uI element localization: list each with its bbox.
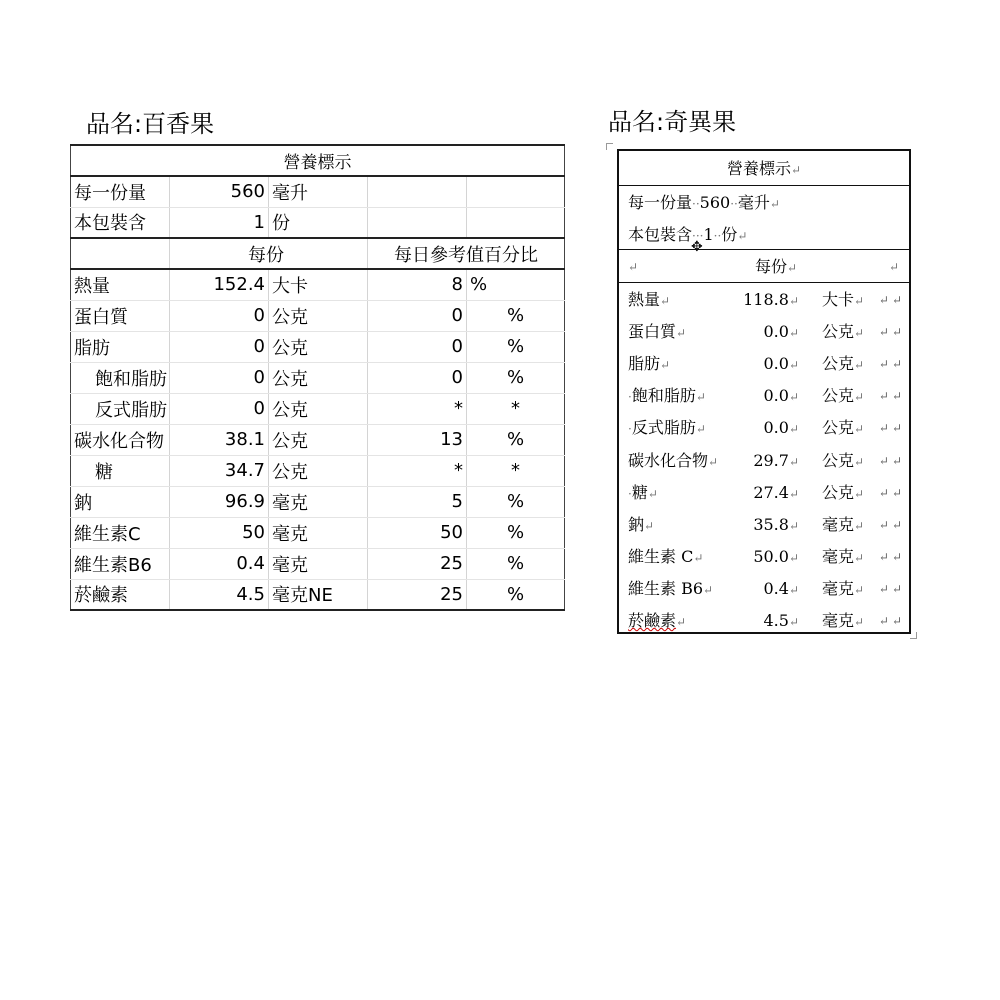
nutrient-dv-pct: * [467, 393, 565, 424]
nutrient-name-wrap: 鈉↵ [628, 514, 655, 534]
nutrient-name: 蛋白質 [71, 300, 170, 331]
left-serving-unit: 毫升 [269, 176, 368, 207]
nutrient-value: 29.7 [753, 450, 789, 470]
nutrient-unit: 公克 [269, 424, 368, 455]
nutrient-unit-wrap: 毫克↵ [822, 578, 865, 598]
nutrient-name-wrap: 菸鹼素↵ [628, 611, 687, 630]
move-cursor-icon: ✥ [691, 239, 703, 255]
nutrient-unit-wrap: 公克↵ [822, 322, 865, 342]
nutrient-name: 飽和脂肪 [631, 386, 696, 406]
nutrient-dv-pct: % [467, 486, 565, 517]
right-pack-unit: 份 [721, 225, 738, 244]
return-mark-icon: ↵↵ [878, 453, 905, 468]
nutrient-value: 0.0 [763, 386, 789, 406]
nutrient-value: 34.7 [170, 455, 269, 486]
nutrient-value-wrap: 4.5↵ [763, 611, 799, 630]
right-pack-label: 本包裝含 [628, 225, 693, 244]
nutrient-dv-pct: % [467, 579, 565, 610]
nutrient-value: 0.0 [763, 354, 789, 374]
nutrient-dv: 13 [368, 424, 467, 455]
nutrient-row [619, 316, 909, 348]
nutrient-unit: 毫克 [269, 517, 368, 548]
right-pack-row: 本包裝含···1··份↵ [628, 225, 748, 244]
nutrient-dv-pct: % [467, 424, 565, 455]
return-mark-icon: ↵↵ [878, 581, 905, 596]
nutrient-value-wrap: 0.0↵ [763, 418, 799, 438]
right-serving-label: 每一份量 [628, 193, 693, 212]
empty-cell [368, 176, 467, 207]
left-product-title: 品名:百香果 [86, 110, 215, 138]
nutrient-unit: 公克 [822, 322, 855, 342]
nutrient-unit: 公克 [822, 482, 855, 502]
nutrient-name: 飽和脂肪 [71, 362, 170, 393]
nutrient-unit-wrap: 毫克↵ [822, 514, 865, 534]
nutrient-name: 反式脂肪 [631, 418, 696, 438]
right-col-header-row: ↵ 每份↵ ↵ [628, 257, 899, 276]
nutrient-name: 鈉 [628, 514, 645, 534]
right-serving-value: 560 [699, 193, 731, 212]
nutrient-name: 維生素C [71, 517, 170, 548]
nutrient-value-wrap: 118.8↵ [743, 290, 799, 309]
nutrient-dv-pct: % [467, 362, 565, 393]
empty-cell [368, 207, 467, 238]
left-serving-label: 每一份量 [71, 176, 170, 207]
nutrient-name-wrap: 脂肪↵ [628, 354, 671, 374]
nutrient-name: 熱量 [628, 290, 661, 309]
nutrient-unit-wrap: 公克↵ [822, 354, 865, 374]
nutrient-name-wrap: ·反式脂肪↵ [628, 418, 706, 438]
return-mark-icon: ↵↵ [878, 517, 905, 532]
return-mark-icon: ↵ [790, 163, 802, 177]
nutrient-name: 維生素 C [628, 546, 694, 566]
nutrient-dv: 50 [368, 517, 467, 548]
right-serving-row: 每一份量··560··毫升↵ [628, 193, 780, 212]
empty-cell [467, 176, 565, 207]
nutrient-name: 脂肪 [628, 354, 661, 374]
return-mark-icon: ↵↵ [878, 357, 905, 372]
nutrient-name-wrap: ·糖↵ [628, 482, 658, 502]
return-mark-icon: ↵↵ [878, 389, 905, 404]
nutrient-unit-wrap: 公克↵ [822, 450, 865, 470]
nutrient-unit: 公克 [269, 455, 368, 486]
nutrient-value: 0 [170, 362, 269, 393]
nutrient-dv-pct: * [467, 455, 565, 486]
nutrient-row [619, 380, 909, 412]
nutrient-row [619, 477, 909, 509]
nutrient-name-wrap: 蛋白質↵ [628, 322, 687, 342]
nutrient-value: 0 [170, 300, 269, 331]
nutrient-unit: 毫克 [269, 548, 368, 579]
nutrient-dv: * [368, 455, 467, 486]
page-corner-mark [910, 632, 917, 639]
nutrient-name: 菸鹼素 [628, 611, 677, 630]
nutrient-name: 維生素B6 [71, 548, 170, 579]
nutrient-unit: 毫克 [269, 486, 368, 517]
divider [619, 249, 909, 250]
nutrient-value-wrap: 0.0↵ [763, 354, 799, 374]
nutrient-row [619, 573, 909, 605]
right-product-title: 品名:奇異果 [608, 108, 737, 136]
nutrient-unit: 公克 [269, 393, 368, 424]
nutrient-name: 熱量 [71, 269, 170, 300]
nutrient-unit: 毫克NE [269, 579, 368, 610]
nutrient-name: 糖 [71, 455, 170, 486]
nutrient-value: 4.5 [170, 579, 269, 610]
nutrient-dv: 0 [368, 300, 467, 331]
nutrient-dv-pct: % [467, 269, 565, 300]
nutrient-unit: 公克 [822, 450, 855, 470]
divider [619, 282, 909, 283]
left-pack-label: 本包裝含 [71, 207, 170, 238]
nutrient-unit: 大卡 [269, 269, 368, 300]
nutrient-unit: 毫克 [822, 546, 855, 566]
left-table-title: 營養標示 [71, 145, 565, 176]
nutrient-value: 0.0 [763, 322, 789, 342]
nutrient-value: 50.0 [753, 546, 789, 566]
left-pack-unit: 份 [269, 207, 368, 238]
divider [619, 185, 909, 186]
nutrient-value: 50 [170, 517, 269, 548]
nutrient-unit: 毫克 [822, 611, 855, 630]
right-title-row [619, 153, 909, 185]
nutrient-value: 38.1 [170, 424, 269, 455]
nutrient-name: 反式脂肪 [71, 393, 170, 424]
nutrient-unit-wrap: 毫克↵ [822, 546, 865, 566]
return-mark-icon: ↵↵ [878, 421, 905, 436]
nutrient-dv: 0 [368, 362, 467, 393]
right-table-title: 營養標示 [726, 159, 791, 178]
left-col-dv: 每日參考值百分比 [368, 238, 565, 269]
empty-cell [71, 238, 170, 269]
nutrient-row [619, 541, 909, 573]
nutrient-value: 0.0 [763, 418, 789, 438]
nutrient-value: 0.4 [763, 578, 789, 598]
nutrient-unit-wrap: 大卡↵ [822, 290, 865, 309]
return-mark-icon: ↵↵ [878, 485, 905, 500]
nutrient-dv: 0 [368, 331, 467, 362]
nutrient-unit-wrap: 公克↵ [822, 386, 865, 406]
nutrient-unit: 毫克 [822, 578, 855, 598]
nutrient-value-wrap: 27.4↵ [753, 482, 799, 502]
nutrient-value-wrap: 0.0↵ [763, 386, 799, 406]
right-nutrition-table [617, 149, 911, 634]
empty-cell [467, 207, 565, 238]
nutrient-name: 菸鹼素 [71, 579, 170, 610]
nutrient-unit: 公克 [269, 331, 368, 362]
nutrient-name-wrap: 熱量↵ [628, 290, 671, 309]
right-serving-unit: 毫升 [737, 193, 770, 212]
nutrient-value: 152.4 [170, 269, 269, 300]
nutrient-name-wrap: ·飽和脂肪↵ [628, 386, 706, 406]
return-mark-icon: ↵↵ [878, 293, 905, 307]
nutrient-value: 4.5 [763, 611, 789, 630]
nutrient-name-wrap: 維生素 C↵ [628, 546, 704, 566]
nutrient-name: 蛋白質 [628, 322, 677, 342]
nutrient-dv: 8 [368, 269, 467, 300]
nutrient-unit-wrap: 公克↵ [822, 482, 865, 502]
nutrient-unit: 大卡 [822, 290, 855, 309]
nutrient-dv: * [368, 393, 467, 424]
nutrient-row [619, 412, 909, 444]
nutrient-value-wrap: 29.7↵ [753, 450, 799, 470]
nutrient-name: 碳水化合物 [628, 450, 709, 470]
nutrient-value-wrap: 0.4↵ [763, 578, 799, 598]
nutrient-dv-pct: % [467, 331, 565, 362]
page-corner-mark [606, 143, 613, 150]
left-col-per-serving: 每份 [170, 238, 368, 269]
left-serving-value: 560 [170, 176, 269, 207]
nutrient-dv-pct: % [467, 300, 565, 331]
nutrient-name: 糖 [631, 482, 648, 502]
return-mark-icon: ↵↵ [878, 549, 905, 564]
right-pack-value: 1 [703, 225, 714, 244]
right-col-per-serving: 每份 [755, 257, 788, 276]
nutrient-dv: 5 [368, 486, 467, 517]
nutrient-value-wrap: 0.0↵ [763, 322, 799, 342]
nutrient-unit: 公克 [822, 354, 855, 374]
nutrient-value-wrap: 35.8↵ [753, 514, 799, 534]
nutrient-dv-pct: % [467, 548, 565, 579]
nutrient-name: 鈉 [71, 486, 170, 517]
nutrient-row [619, 445, 909, 477]
nutrient-name: 維生素 B6 [628, 578, 704, 598]
nutrient-unit: 公克 [822, 386, 855, 406]
left-pack-value: 1 [170, 207, 269, 238]
nutrient-dv-pct: % [467, 517, 565, 548]
nutrient-name-wrap: 碳水化合物↵ [628, 450, 719, 470]
nutrient-name-wrap: 維生素 B6↵ [628, 578, 714, 598]
nutrient-unit: 公克 [822, 418, 855, 438]
nutrient-row [619, 348, 909, 380]
nutrient-value: 0 [170, 393, 269, 424]
nutrient-unit: 毫克 [822, 514, 855, 534]
nutrient-value: 96.9 [170, 486, 269, 517]
nutrient-dv: 25 [368, 548, 467, 579]
nutrient-unit: 公克 [269, 300, 368, 331]
nutrient-dv: 25 [368, 579, 467, 610]
nutrient-value: 0.4 [170, 548, 269, 579]
return-mark-icon: ↵↵ [878, 614, 905, 628]
nutrient-value: 27.4 [753, 482, 789, 502]
nutrient-unit-wrap: 毫克↵ [822, 611, 865, 630]
nutrient-row [619, 509, 909, 541]
nutrient-unit: 公克 [269, 362, 368, 393]
nutrient-value: 35.8 [753, 514, 789, 534]
nutrient-value: 118.8 [743, 290, 789, 309]
nutrient-name: 脂肪 [71, 331, 170, 362]
nutrient-name: 碳水化合物 [71, 424, 170, 455]
nutrient-row [619, 284, 909, 316]
left-nutrition-table [70, 144, 565, 611]
return-mark-icon: ↵↵ [878, 325, 905, 340]
nutrient-value-wrap: 50.0↵ [753, 546, 799, 566]
nutrient-row [619, 605, 909, 637]
nutrient-unit-wrap: 公克↵ [822, 418, 865, 438]
nutrient-value: 0 [170, 331, 269, 362]
